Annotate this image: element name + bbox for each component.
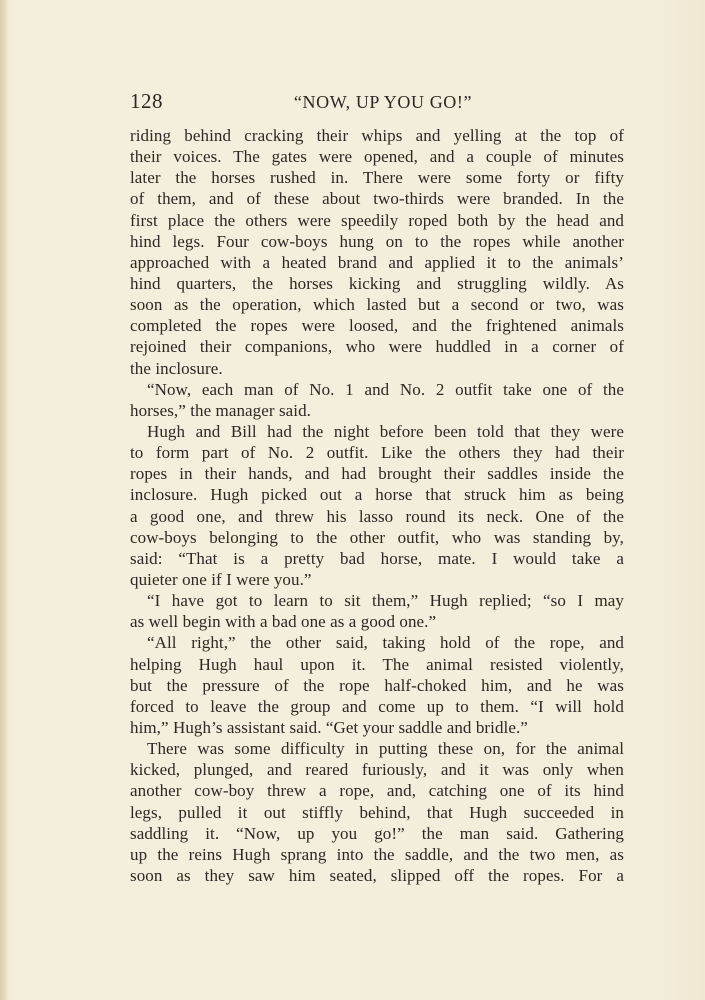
text-line: ropes in their hands, and had brought their saddles inside the bbox=[130, 464, 624, 484]
text-line: quieter one if I were you.” bbox=[130, 569, 312, 589]
text-line: Hugh and Bill had the night before been told that they were bbox=[147, 421, 624, 441]
text-line: of them, and of these about two-thirds were branded. In the bbox=[130, 189, 624, 209]
text-line: There was some difficulty in putting these on, for the animal bbox=[147, 739, 624, 759]
page-number: 128 bbox=[130, 89, 163, 113]
text-line: another cow-boy threw a rope, and, catching one of its hind bbox=[130, 781, 624, 801]
text-line: to form part of No. 2 outfit. Like the others they had their bbox=[130, 443, 624, 463]
page-spine-edge bbox=[0, 0, 7, 1000]
text-line: forced to leave the group and come up to them. “I will hold bbox=[130, 696, 624, 716]
text-line: him,” Hugh’s assistant said. “Get your saddle and bridle.” bbox=[130, 717, 528, 737]
text-line: first place the others were speedily roped both by the head and bbox=[130, 210, 624, 230]
text-line: completed the ropes were loosed, and the frightened animals bbox=[130, 316, 624, 336]
text-line: saddling it. “Now, up you go!” the man said. Gathering bbox=[130, 823, 624, 843]
body-text bbox=[130, 125, 624, 886]
text-line: said: “That is a pretty bad horse, mate. I would take a bbox=[130, 548, 624, 568]
text-line: “Now, each man of No. 1 and No. 2 outfit take one of the bbox=[147, 379, 624, 399]
text-line: hind quarters, the horses kicking and struggling wildly. As bbox=[130, 273, 624, 293]
text-line: horses,” the manager said. bbox=[130, 400, 311, 420]
text-line: soon as they saw him seated, slipped off the ropes. For a bbox=[130, 865, 624, 885]
text-line: but the pressure of the rope half-choked him, and he was bbox=[130, 675, 624, 695]
text-line: kicked, plunged, and reared furiously, and it was only when bbox=[130, 760, 624, 780]
text-line: a good one, and threw his lasso round its neck. One of the bbox=[130, 506, 624, 526]
text-line: “I have got to learn to sit them,” Hugh replied; “so I may bbox=[147, 591, 624, 611]
text-line: hind legs. Four cow-boys hung on to the ropes while another bbox=[130, 231, 624, 251]
chapter-running-title: “NOW, UP YOU GO!” bbox=[293, 92, 473, 112]
text-line: soon as the operation, which lasted but a second or two, was bbox=[130, 295, 624, 315]
text-line: up the reins Hugh sprang into the saddle, and the two men, as bbox=[130, 844, 624, 864]
text-line: their voices. The gates were opened, and a couple of minutes bbox=[130, 147, 624, 167]
text-line: as well begin with a bad one as a good one.” bbox=[130, 612, 437, 632]
text-line: rejoined their companions, who were huddled in a corner of bbox=[130, 337, 624, 357]
text-line: “All right,” the other said, taking hold of the rope, and bbox=[147, 633, 624, 653]
text-line: later the horses rushed in. There were some forty or fifty bbox=[130, 168, 624, 188]
text-line: the inclosure. bbox=[130, 358, 223, 378]
text-line: approached with a heated brand and applied it to the animals’ bbox=[130, 252, 624, 272]
text-line: legs, pulled it out stiffly behind, that Hugh succeeded in bbox=[130, 802, 624, 822]
running-header bbox=[130, 86, 624, 116]
text-line: helping Hugh haul upon it. The animal resisted violently, bbox=[130, 654, 624, 674]
text-line: riding behind cracking their whips and yelling at the top of bbox=[130, 126, 624, 145]
text-line: inclosure. Hugh picked out a horse that struck him as being bbox=[130, 485, 624, 505]
text-line: cow-boys belonging to the other outfit, who was standing by, bbox=[130, 527, 624, 547]
